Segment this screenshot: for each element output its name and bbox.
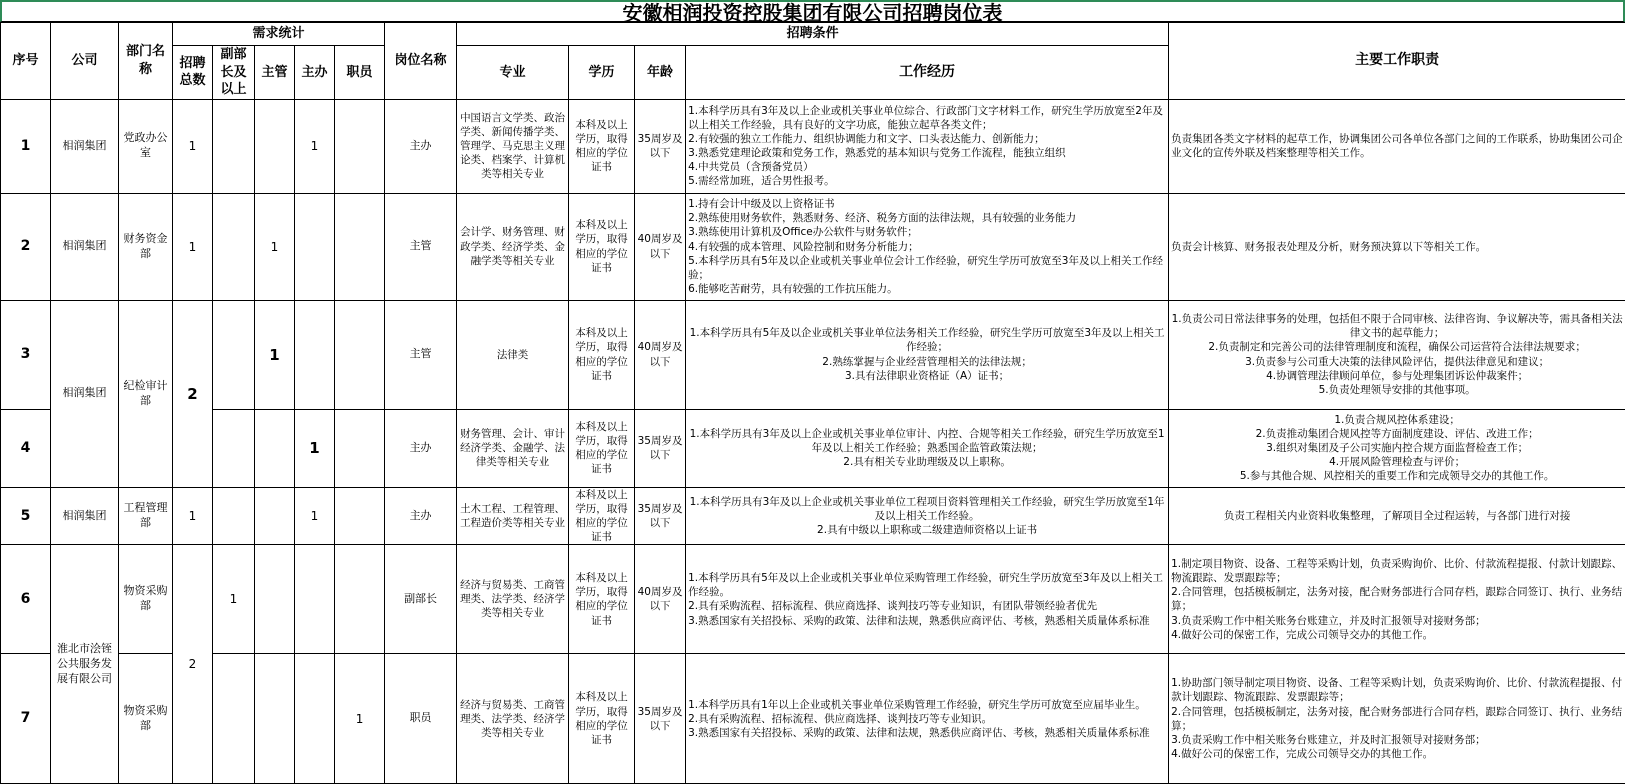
- row-total: 1: [173, 193, 213, 300]
- row-experience: 1.本科学历具有3年及以上企业或机关事业单位工程项目资料管理相关工作经验，研究生学历放宽至1年及以上相关工作经验。 2.具有中级以上职称或二级建造师资格以上证书: [686, 487, 1169, 545]
- row-duties: 负责集团各类文字材料的起草工作，协调集团公司各单位各部门之间的工作联系，协助集团公司企业文化的宣传外联及档案整理等相关工作。: [1169, 99, 1625, 193]
- recruitment-table: [0, 22, 1625, 784]
- header-supervisor: 主管: [255, 46, 295, 100]
- row-seq: 1: [1, 99, 51, 193]
- header-staff: 职员: [335, 46, 385, 100]
- row-education: 本科及以上学历，取得相应的学位证书: [569, 545, 635, 654]
- row-education: 本科及以上学历，取得相应的学位证书: [569, 99, 635, 193]
- header-experience: 工作经历: [686, 46, 1169, 100]
- row-position: 主办: [385, 99, 457, 193]
- row-major: 法律类: [457, 300, 569, 409]
- row-age: 35周岁及以下: [635, 409, 686, 487]
- row-company: 相润集团: [51, 99, 119, 193]
- header-dept: 部门名称: [119, 23, 173, 100]
- row-officer: 1: [295, 487, 335, 545]
- row-seq: 2: [1, 193, 51, 300]
- header-duties: 主要工作职责: [1169, 23, 1625, 100]
- row-duties: 1.负责公司日常法律事务的处理，包括但不限于合同审核、法律咨询、争议解决等，需具备相关法律文书的起草能力； 2.负责制定和完善公司的法律管理制度和流程，确保公司运营符合法律法规要求； 3.负责参与公司重大决策的法律风险评估，提供法律意见和建议； 4.协调管理法律顾问单位，参与处理集团诉讼仲裁案件； 5.负责处理领导安排的其他事项。: [1169, 300, 1625, 409]
- row-age: 35周岁及以下: [635, 99, 686, 193]
- row-supervisor: 1: [255, 193, 295, 300]
- row-experience: 1.本科学历具有5年及以上企业或机关事业单位采购管理工作经验，研究生学历放宽至3年及以上相关工作经验。 2.具有采购流程、招标流程、供应商选择、谈判技巧等专业知识，有团队带领经验者优先 3.熟悉国家有关招投标、采购的政策、法律和法规，熟悉供应商评估、考核，熟悉相关质量体系标准: [686, 545, 1169, 654]
- row-seq: 4: [1, 409, 51, 487]
- row-officer: 1: [295, 409, 335, 487]
- table-row: [1, 545, 1625, 654]
- row-supervisor: [255, 99, 295, 193]
- row-staff: [335, 545, 385, 654]
- row-age: 35周岁及以下: [635, 487, 686, 545]
- row-experience: 1.本科学历具有3年及以上企业或机关事业单位综合、行政部门文字材料工作，研究生学历放宽至2年及以上相关工作经验，具有良好的文字功底，能独立起草各类文件； 2.有较强的独立工作能力、组织协调能力和文字、口头表达能力、创新能力； 3.熟悉党建理论政策和党务工作，熟悉党的基本知识与党务工作流程，能独立组织 4.中共党员（含预备党员） 5.需经常加班，适合男性报考。: [686, 99, 1169, 193]
- header-vice: 副部长及以上: [213, 46, 255, 100]
- row-age: 40周岁及以下: [635, 545, 686, 654]
- row-seq: 3: [1, 300, 51, 409]
- row-officer: [295, 300, 335, 409]
- row-vice: 1: [213, 545, 255, 654]
- row-dept: 物资采购部: [119, 654, 173, 784]
- row-major: 土木工程、工程管理、工程造价类等相关专业: [457, 487, 569, 545]
- row-total: 1: [173, 487, 213, 545]
- table-row: [1, 193, 1625, 300]
- row-dept: 纪检审计部: [119, 300, 173, 487]
- row-duties: 负责工程相关内业资料收集整理，了解项目全过程运转，与各部门进行对接: [1169, 487, 1625, 545]
- row-officer: [295, 193, 335, 300]
- row-duties: 1.负责合规风控体系建设； 2.负责推动集团合规风控等方面制度建设、评估、改进工作； 3.组织对集团及子公司实施内控合规方面监督检查工作； 4.开展风险管理检查与评价； 5.参与其他合规、风控相关的重要工作和完成领导交办的其他工作。: [1169, 409, 1625, 487]
- header-conditions: 招聘条件: [457, 23, 1169, 46]
- header-row-1: [1, 23, 1625, 46]
- row-seq: 7: [1, 654, 51, 784]
- header-officer: 主办: [295, 46, 335, 100]
- row-staff: [335, 99, 385, 193]
- row-age: 40周岁及以下: [635, 300, 686, 409]
- row-position: 副部长: [385, 545, 457, 654]
- row-seq: 6: [1, 545, 51, 654]
- row-education: 本科及以上学历，取得相应的学位证书: [569, 654, 635, 784]
- table-row: [1, 487, 1625, 545]
- table-row: [1, 300, 1625, 409]
- row-age: 35周岁及以下: [635, 654, 686, 784]
- row-vice: [213, 487, 255, 545]
- row-company: 相润集团: [51, 193, 119, 300]
- row-education: 本科及以上学历，取得相应的学位证书: [569, 300, 635, 409]
- header-seq: 序号: [1, 23, 51, 100]
- row-company: 相润集团: [51, 487, 119, 545]
- row-officer: [295, 545, 335, 654]
- row-vice: [213, 654, 255, 784]
- row-education: 本科及以上学历，取得相应的学位证书: [569, 193, 635, 300]
- row-vice: [213, 409, 255, 487]
- row-officer: [295, 654, 335, 784]
- row-duties: 1.制定项目物资、设备、工程等采购计划，负责采购询价、比价、付款流程提报、付款计划跟踪、物流跟踪、发票跟踪等； 2.合同管理，包括模板制定，法务对接，配合财务部进行合同存档，跟踪合同签订、执行、业务结算； 3.负责采购工作中相关账务台账建立，并及时汇报领导对接财务部； 4.做好公司的保密工作，完成公司领导交办的其他工作。: [1169, 545, 1625, 654]
- header-age: 年龄: [635, 46, 686, 100]
- table-row: [1, 99, 1625, 193]
- row-company: 淮北市浍铚公共服务发展有限公司: [51, 545, 119, 784]
- row-staff: 1: [335, 654, 385, 784]
- row-total: 1: [173, 99, 213, 193]
- row-total: 2: [173, 300, 213, 487]
- row-dept: 党政办公室: [119, 99, 173, 193]
- row-experience: 1.本科学历具有3年及以上企业或机关事业单位审计、内控、合规等相关工作经验，研究生学历放宽至1年及以上相关工作经验；熟悉国企监管政策法规； 2.具有相关专业助理级及以上职称。: [686, 409, 1169, 487]
- row-dept: 工程管理部: [119, 487, 173, 545]
- row-staff: [335, 300, 385, 409]
- row-company: 相润集团: [51, 300, 119, 487]
- row-supervisor: [255, 545, 295, 654]
- row-supervisor: [255, 487, 295, 545]
- row-age: 40周岁及以下: [635, 193, 686, 300]
- row-education: 本科及以上学历，取得相应的学位证书: [569, 487, 635, 545]
- row-duties: 负责会计核算、财务报表处理及分析，财务预决算以下等相关工作。: [1169, 193, 1625, 300]
- row-staff: [335, 487, 385, 545]
- header-major: 专业: [457, 46, 569, 100]
- row-staff: [335, 193, 385, 300]
- row-position: 主管: [385, 300, 457, 409]
- row-dept: 财务资金部: [119, 193, 173, 300]
- row-supervisor: [255, 409, 295, 487]
- row-vice: [213, 99, 255, 193]
- sheet-title: 安徽相润投资控股集团有限公司招聘岗位表: [0, 0, 1625, 22]
- row-major: 经济与贸易类、工商管理类、法学类、经济学类等相关专业: [457, 545, 569, 654]
- row-major: 中国语言文学类、政治学类、新闻传播学类、管理学、马克思主义理论类、档案学、计算机类等相关专业: [457, 99, 569, 193]
- row-position: 主办: [385, 409, 457, 487]
- row-duties: 1.协助部门领导制定项目物资、设备、工程等采购计划，负责采购询价、比价、付款流程提报、付款计划跟踪、物流跟踪、发票跟踪等； 2.合同管理，包括模板制定，法务对接，配合财务部进行合同存档，跟踪合同签订、执行、业务结算； 3.负责采购工作中相关账务台账建立，并及时汇报领导对接财务部； 4.做好公司的保密工作，完成公司领导交办的其他工作。: [1169, 654, 1625, 784]
- row-supervisor: 1: [255, 300, 295, 409]
- header-company: 公司: [51, 23, 119, 100]
- row-experience: 1.本科学历具有5年及以企业或机关事业单位法务相关工作经验，研究生学历可放宽至3年及以上相关工作经验； 2.熟练掌握与企业经营管理相关的法律法规； 3.具有法律职业资格证（A）证书；: [686, 300, 1169, 409]
- row-staff: [335, 409, 385, 487]
- row-dept: 物资采购部: [119, 545, 173, 654]
- row-position: 主办: [385, 487, 457, 545]
- row-supervisor: [255, 654, 295, 784]
- row-vice: [213, 300, 255, 409]
- table-row: [1, 654, 1625, 784]
- row-officer: 1: [295, 99, 335, 193]
- header-position: 岗位名称: [385, 23, 457, 100]
- row-total: 2: [173, 545, 213, 784]
- header-education: 学历: [569, 46, 635, 100]
- row-position: 职员: [385, 654, 457, 784]
- row-vice: [213, 193, 255, 300]
- row-major: 财务管理、会计、审计 经济学类、金融学、法律类等相关专业: [457, 409, 569, 487]
- row-education: 本科及以上学历，取得相应的学位证书: [569, 409, 635, 487]
- row-experience: 1.本科学历具有1年以上企业或机关事业单位采购管理工作经验，研究生学历可放宽至应届毕业生。 2.具有采购流程、招标流程、供应商选择、谈判技巧等专业知识。 3.熟悉国家有关招投标、采购的政策、法律和法规，熟悉供应商评估、考核，熟悉相关质量体系标准: [686, 654, 1169, 784]
- header-total: 招聘总数: [173, 46, 213, 100]
- row-position: 主管: [385, 193, 457, 300]
- row-major: 会计学、财务管理、财政学类、经济学类、金融学类等相关专业: [457, 193, 569, 300]
- row-experience: 1.持有会计中级及以上资格证书 2.熟练使用财务软件，熟悉财务、经济、税务方面的法律法规，具有较强的业务能力 3.熟练使用计算机及Office办公软件与财务软件； 4.有较强的成本管理、风险控制和财务分析能力； 5.本科学历具有5年及以企业或机关事业单位会计工作经验，研究生学历可放宽至3年及以上相关工作经验； 6.能够吃苦耐劳，具有较强的工作抗压能力。: [686, 193, 1169, 300]
- table-row: [1, 409, 1625, 487]
- header-demand: 需求统计: [173, 23, 385, 46]
- row-major: 经济与贸易类、工商管理类、法学类、经济学类等相关专业: [457, 654, 569, 784]
- row-seq: 5: [1, 487, 51, 545]
